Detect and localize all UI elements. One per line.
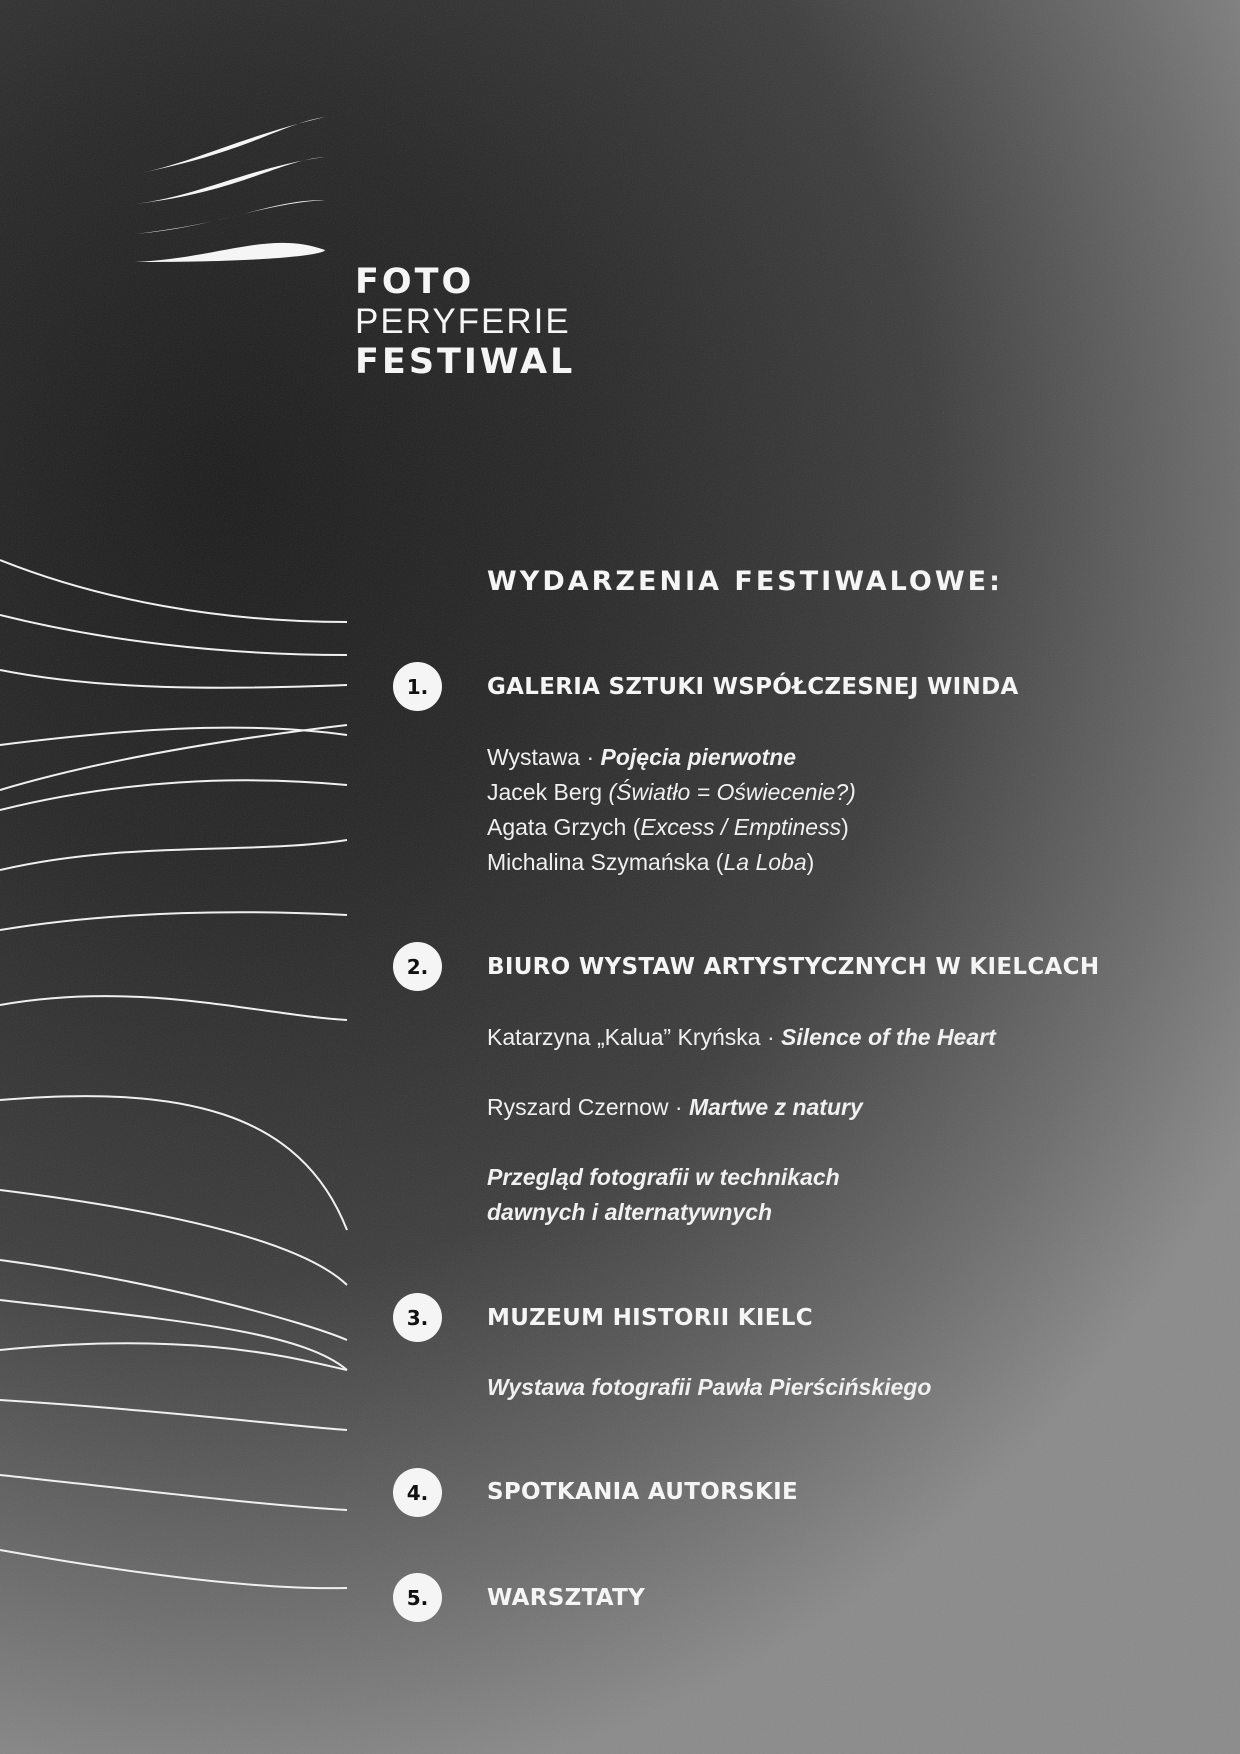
exhibition-title: Wystawa fotografii Pawła Pierścińskiego	[487, 1374, 932, 1400]
event-number-badge: 2.	[393, 942, 442, 991]
event-venue-title: BIURO WYSTAW ARTYSTYCZNYCH W KIELCACH	[487, 954, 1100, 980]
exhibition-line	[487, 740, 796, 775]
artist-line	[487, 775, 856, 810]
artist-work-close: )	[841, 814, 849, 840]
artist-work: Excess / Emptiness	[640, 814, 842, 840]
event-number-badge: 4.	[393, 1468, 442, 1517]
artist-line	[487, 810, 849, 845]
artist-name: Ryszard Czernow ·	[487, 1094, 683, 1120]
review-title-line: Przegląd fotografii w technikach	[487, 1164, 840, 1190]
event-venue-title: MUZEUM HISTORII KIELC	[487, 1305, 813, 1331]
artist-line	[487, 845, 814, 880]
exhibition-line	[487, 1090, 863, 1125]
artist-name: Agata Grzych (	[487, 814, 641, 840]
logo-line-festiwal: FESTIWAL	[355, 342, 576, 382]
event-venue-title: WARSZTATY	[487, 1585, 646, 1611]
exhibition-line	[487, 1020, 996, 1055]
decorative-wave-lines	[0, 540, 360, 1620]
exhibition-prefix: Wystawa ·	[487, 744, 595, 770]
festival-logo-text	[355, 262, 575, 382]
logo-line-peryferie: PERYFERIE	[355, 302, 571, 341]
artist-name: Jacek Berg	[487, 779, 603, 805]
exhibition-title: Pojęcia pierwotne	[600, 744, 797, 770]
events-heading: WYDARZENIA FESTIWALOWE:	[487, 566, 1003, 597]
event-number-badge: 5.	[393, 1573, 442, 1622]
event-venue-title: GALERIA SZTUKI WSPÓŁCZESNEJ WINDA	[487, 674, 1019, 700]
event-venue-title: SPOTKANIA AUTORSKIE	[487, 1479, 798, 1505]
logo-line-foto: FOTO	[355, 262, 475, 302]
artist-work: (Światło = Oświecenie?)	[608, 779, 856, 805]
exhibition-title: Martwe z natury	[688, 1094, 863, 1120]
festival-logo-icon	[130, 112, 330, 272]
artist-name: Katarzyna „Kalua” Kryńska ·	[487, 1024, 775, 1050]
artist-name: Michalina Szymańska (	[487, 849, 724, 875]
artist-work: La Loba	[723, 849, 807, 875]
artist-work-close: )	[806, 849, 815, 875]
review-title-line: dawnych i alternatywnych	[487, 1199, 773, 1225]
event-number-badge: 3.	[393, 1293, 442, 1342]
event-number-badge: 1.	[393, 662, 442, 711]
exhibition-title: Silence of the Heart	[781, 1024, 996, 1050]
